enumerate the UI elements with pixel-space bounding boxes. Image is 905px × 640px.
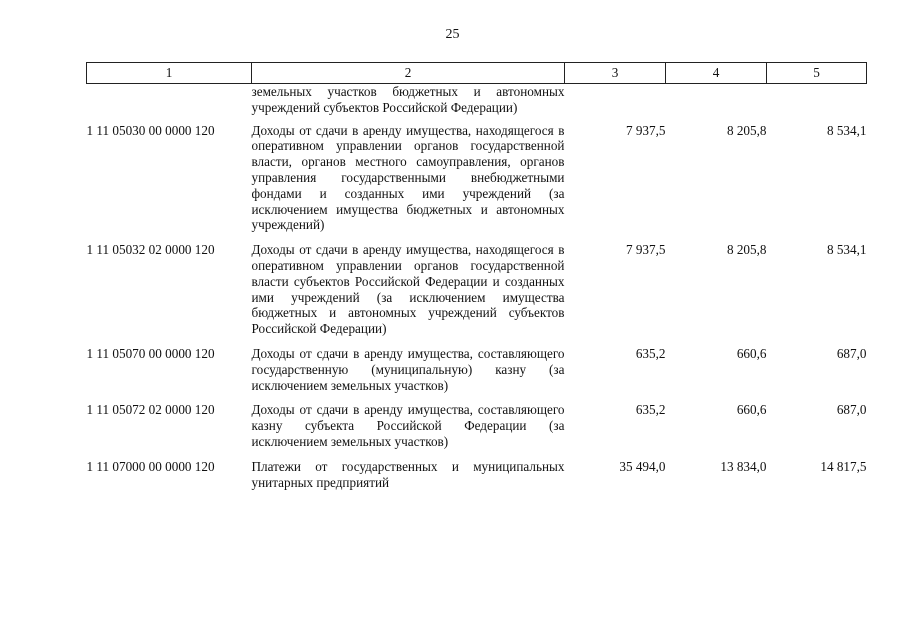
column-header-1: 1 (87, 63, 252, 84)
row-name: Доходы от сдачи в аренду имущества, составляющего казну субъекта Российской Федерации (за исключением земельных участков) (251, 402, 565, 449)
row-value-col3: 35 494,0 (619, 458, 666, 474)
row-name: Платежи от государственных и муниципальных унитарных предприятий (251, 458, 565, 490)
row-value-col4: 660,6 (736, 402, 767, 418)
row-value-col3: 635,2 (635, 402, 666, 418)
row-code: 1 11 05032 02 0000 120 (86, 242, 215, 258)
row-value-col5: 14 817,5 (820, 458, 867, 474)
continuation-cell-5 (767, 84, 867, 122)
page-number: 25 (445, 27, 460, 42)
column-header-3: 3 (565, 63, 666, 84)
table-row (87, 122, 867, 242)
budget-revenue-table (86, 62, 867, 498)
row-value-col3: 7 937,5 (625, 122, 666, 138)
column-header-2: 2 (252, 63, 565, 84)
continuation-row (87, 84, 867, 122)
row-value-col4: 660,6 (736, 345, 767, 361)
header-row (87, 63, 867, 84)
continuation-cell-3 (565, 84, 666, 122)
table-row (87, 241, 867, 345)
row-value-col3: 635,2 (635, 345, 666, 361)
row-value-col5: 8 534,1 (826, 122, 867, 138)
row-name: Доходы от сдачи в аренду имущества, составляющего государственную (муниципальную) казну (за исключением земельных участков) (251, 345, 565, 393)
row-value-col4: 8 205,8 (726, 122, 767, 138)
row-value-col5: 687,0 (836, 402, 867, 418)
column-header-5: 5 (767, 63, 867, 84)
table-row (87, 401, 867, 457)
table-row (87, 345, 867, 401)
row-value-col3: 7 937,5 (625, 242, 666, 258)
table-row (87, 458, 867, 499)
row-name: Доходы от сдачи в аренду имущества, находящегося в оперативном управлении органов государственной власти, органов местного самоуправления, органов управления государственными внебюджетными фондами и созданных ими учреждений (за исключением имущества бюджетных и автономных учреждений) (251, 122, 565, 233)
row-value-col4: 13 834,0 (720, 458, 767, 474)
row-code: 1 11 05070 00 0000 120 (86, 345, 215, 361)
column-header-4: 4 (666, 63, 767, 84)
row-code: 1 11 05072 02 0000 120 (86, 402, 215, 418)
row-value-col5: 687,0 (836, 345, 867, 361)
row-value-col5: 8 534,1 (826, 242, 867, 258)
row-code: 1 11 07000 00 0000 120 (86, 458, 215, 474)
continuation-text: земельных участков бюджетных и автономных учреждений субъектов Российской Федерации) (251, 84, 565, 115)
row-value-col4: 8 205,8 (726, 242, 767, 258)
continuation-cell-4 (666, 84, 767, 122)
table-header (87, 63, 867, 84)
row-name: Доходы от сдачи в аренду имущества, находящегося в оперативном управлении органов государственной власти субъектов Российской Федерации и созданных ими учреждений (за исключением имущества бюджетных и автономных учреждений субъектов Российской Федерации) (251, 242, 565, 337)
continuation-code-cell (87, 84, 252, 122)
row-code: 1 11 05030 00 0000 120 (86, 122, 215, 138)
